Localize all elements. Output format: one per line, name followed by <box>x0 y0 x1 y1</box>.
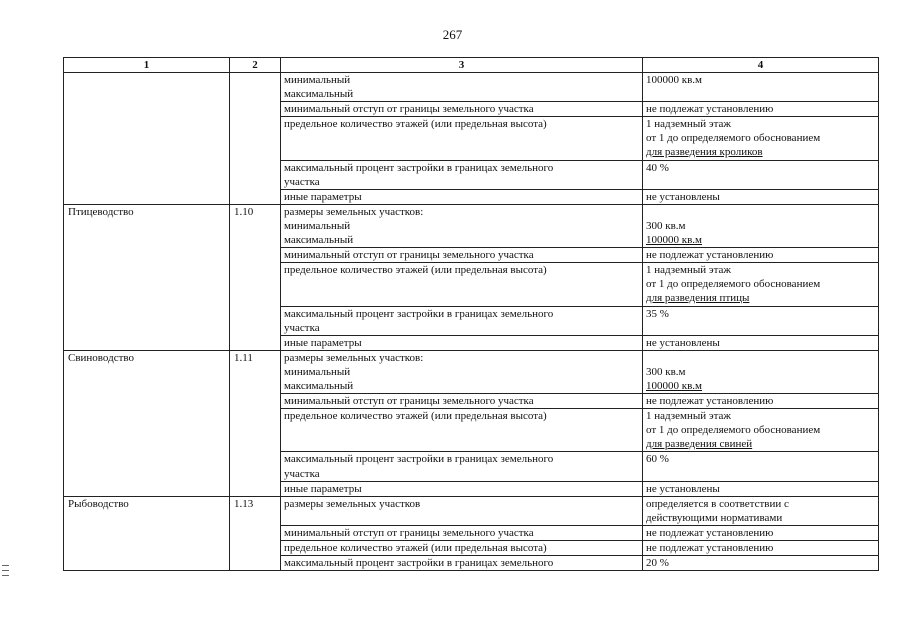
parameter-cell <box>281 204 643 247</box>
value-text: 40 % <box>646 161 669 174</box>
parameter-text: максимальный процент застройки в границах земельного <box>284 453 554 466</box>
value-text: не подлежат установлению <box>646 395 774 408</box>
use-type-code-cell <box>230 73 281 205</box>
value-cell <box>643 541 879 556</box>
table-body <box>64 73 879 571</box>
parameter-text: размеры земельных участков <box>284 497 421 510</box>
value-cell <box>643 102 879 117</box>
value-text <box>646 351 875 365</box>
value-text: не подлежат установлению <box>646 542 774 554</box>
parameter-cell <box>281 306 643 335</box>
parameter-text: размеры земельных участков: <box>284 351 424 364</box>
value-cell <box>643 335 879 350</box>
value-text: 1 надземный этаж <box>646 410 731 423</box>
parameter-text: минимальный отступ от границы земельного участка <box>284 395 534 408</box>
parameter-text: размеры земельных участков: <box>284 205 424 218</box>
value-text: для разведения птицы <box>646 292 750 305</box>
parameter-text: участка <box>284 175 320 188</box>
use-type-code: 1.10 <box>234 205 254 218</box>
parameter-text: минимальный отступ от границы земельного участка <box>284 249 534 262</box>
column-header-1: 1 <box>64 58 230 73</box>
parameter-text: участка <box>284 321 320 334</box>
value-cell <box>643 556 879 571</box>
value-cell <box>643 160 879 189</box>
use-type-code-cell <box>230 204 281 350</box>
table-row <box>64 350 879 393</box>
value-text: не подлежат установлению <box>646 103 774 116</box>
parameter-text: предельное количество этажей (или предельная высота) <box>284 264 547 277</box>
parameter-cell <box>281 102 643 117</box>
value-cell <box>643 248 879 263</box>
use-type-code-cell <box>230 350 281 496</box>
use-type-name: Свиноводство <box>68 351 135 364</box>
value-text: не подлежат установлению <box>646 526 774 539</box>
column-header-4: 4 <box>643 58 879 73</box>
value-text: 20 % <box>646 557 669 570</box>
use-type-cell <box>64 204 230 350</box>
regulations-table <box>63 57 879 571</box>
column-header-2: 2 <box>230 58 281 73</box>
use-type-cell <box>64 73 230 205</box>
value-text: для разведения кроликов <box>646 146 763 159</box>
parameter-text: участка <box>284 467 320 480</box>
use-type-code-cell <box>230 496 281 570</box>
parameter-text: минимальный отступ от границы земельного участка <box>284 526 534 539</box>
parameter-text: максимальный <box>284 234 354 247</box>
value-text: от 1 до определяемого обоснованием <box>646 278 821 291</box>
value-text: 60 % <box>646 453 669 466</box>
parameter-text: максимальный процент застройки в границах земельного <box>284 557 554 570</box>
value-cell <box>643 496 879 525</box>
value-cell <box>643 189 879 204</box>
value-text: 1 надземный этаж <box>646 118 731 131</box>
table-row <box>64 204 879 247</box>
parameter-cell <box>281 73 643 102</box>
parameter-cell <box>281 481 643 496</box>
value-text: 100000 кв.м <box>646 74 702 86</box>
parameter-text: иные параметры <box>284 482 362 495</box>
page-number: 267 <box>442 27 463 42</box>
use-type-code: 1.11 <box>234 351 253 364</box>
parameter-text: минимальный <box>284 74 351 86</box>
value-text: 300 кв.м <box>646 365 686 378</box>
value-text: от 1 до определяемого обоснованием <box>646 132 821 145</box>
table-row <box>64 496 879 525</box>
value-cell <box>643 525 879 540</box>
parameter-cell <box>281 335 643 350</box>
parameter-text: максимальный <box>284 88 354 101</box>
parameter-cell <box>281 263 643 306</box>
use-type-name: Птицеводство <box>68 205 134 218</box>
value-text: не подлежат установлению <box>646 249 774 262</box>
use-type-cell <box>64 350 230 496</box>
value-cell <box>643 73 879 102</box>
value-cell <box>643 481 879 496</box>
value-text: 100000 кв.м <box>646 234 702 247</box>
value-cell <box>643 452 879 481</box>
parameter-cell <box>281 248 643 263</box>
parameter-cell <box>281 394 643 409</box>
parameter-cell <box>281 409 643 452</box>
parameter-text: иные параметры <box>284 190 362 203</box>
parameter-text: минимальный <box>284 219 351 232</box>
value-cell <box>643 117 879 160</box>
margin-mark <box>2 565 9 576</box>
parameter-text: минимальный <box>284 365 351 378</box>
use-type-cell <box>64 496 230 570</box>
use-type-code: 1.13 <box>234 497 254 510</box>
parameter-text: максимальный <box>284 379 354 392</box>
parameter-cell <box>281 117 643 160</box>
value-text: определяется в соответствии с <box>646 497 789 510</box>
value-text: 1 надземный этаж <box>646 264 731 277</box>
value-text: не установлены <box>646 336 720 349</box>
value-text: 300 кв.м <box>646 219 686 232</box>
value-text: 100000 кв.м <box>646 379 702 392</box>
parameter-text: максимальный процент застройки в границах земельного <box>284 307 554 320</box>
value-cell <box>643 394 879 409</box>
value-text: действующими нормативами <box>646 511 783 524</box>
parameter-text: предельное количество этажей (или предельная высота) <box>284 118 547 131</box>
column-header-3: 3 <box>281 58 643 73</box>
value-cell <box>643 350 879 393</box>
parameter-cell <box>281 350 643 393</box>
parameter-text: минимальный отступ от границы земельного участка <box>284 103 534 116</box>
parameter-text: максимальный процент застройки в границах земельного <box>284 161 554 174</box>
value-cell <box>643 306 879 335</box>
parameter-cell <box>281 496 643 525</box>
parameter-cell <box>281 525 643 540</box>
value-cell <box>643 409 879 452</box>
parameter-cell <box>281 556 643 571</box>
value-text <box>646 205 875 219</box>
value-text: 35 % <box>646 307 669 320</box>
value-text: от 1 до определяемого обоснованием <box>646 424 821 437</box>
parameter-text: предельное количество этажей (или предельная высота) <box>284 410 547 423</box>
value-text: не установлены <box>646 190 720 203</box>
value-text: не установлены <box>646 482 720 495</box>
parameter-cell <box>281 160 643 189</box>
table-row <box>64 73 879 102</box>
use-type-name: Рыбоводство <box>68 497 129 510</box>
parameter-cell <box>281 452 643 481</box>
value-cell <box>643 204 879 247</box>
parameter-cell <box>281 541 643 556</box>
parameter-text: предельное количество этажей (или предельная высота) <box>284 542 547 554</box>
parameter-text: иные параметры <box>284 336 362 349</box>
value-cell <box>643 263 879 306</box>
value-text: для разведения свиней <box>646 438 753 451</box>
header-row <box>64 58 879 73</box>
parameter-cell <box>281 189 643 204</box>
